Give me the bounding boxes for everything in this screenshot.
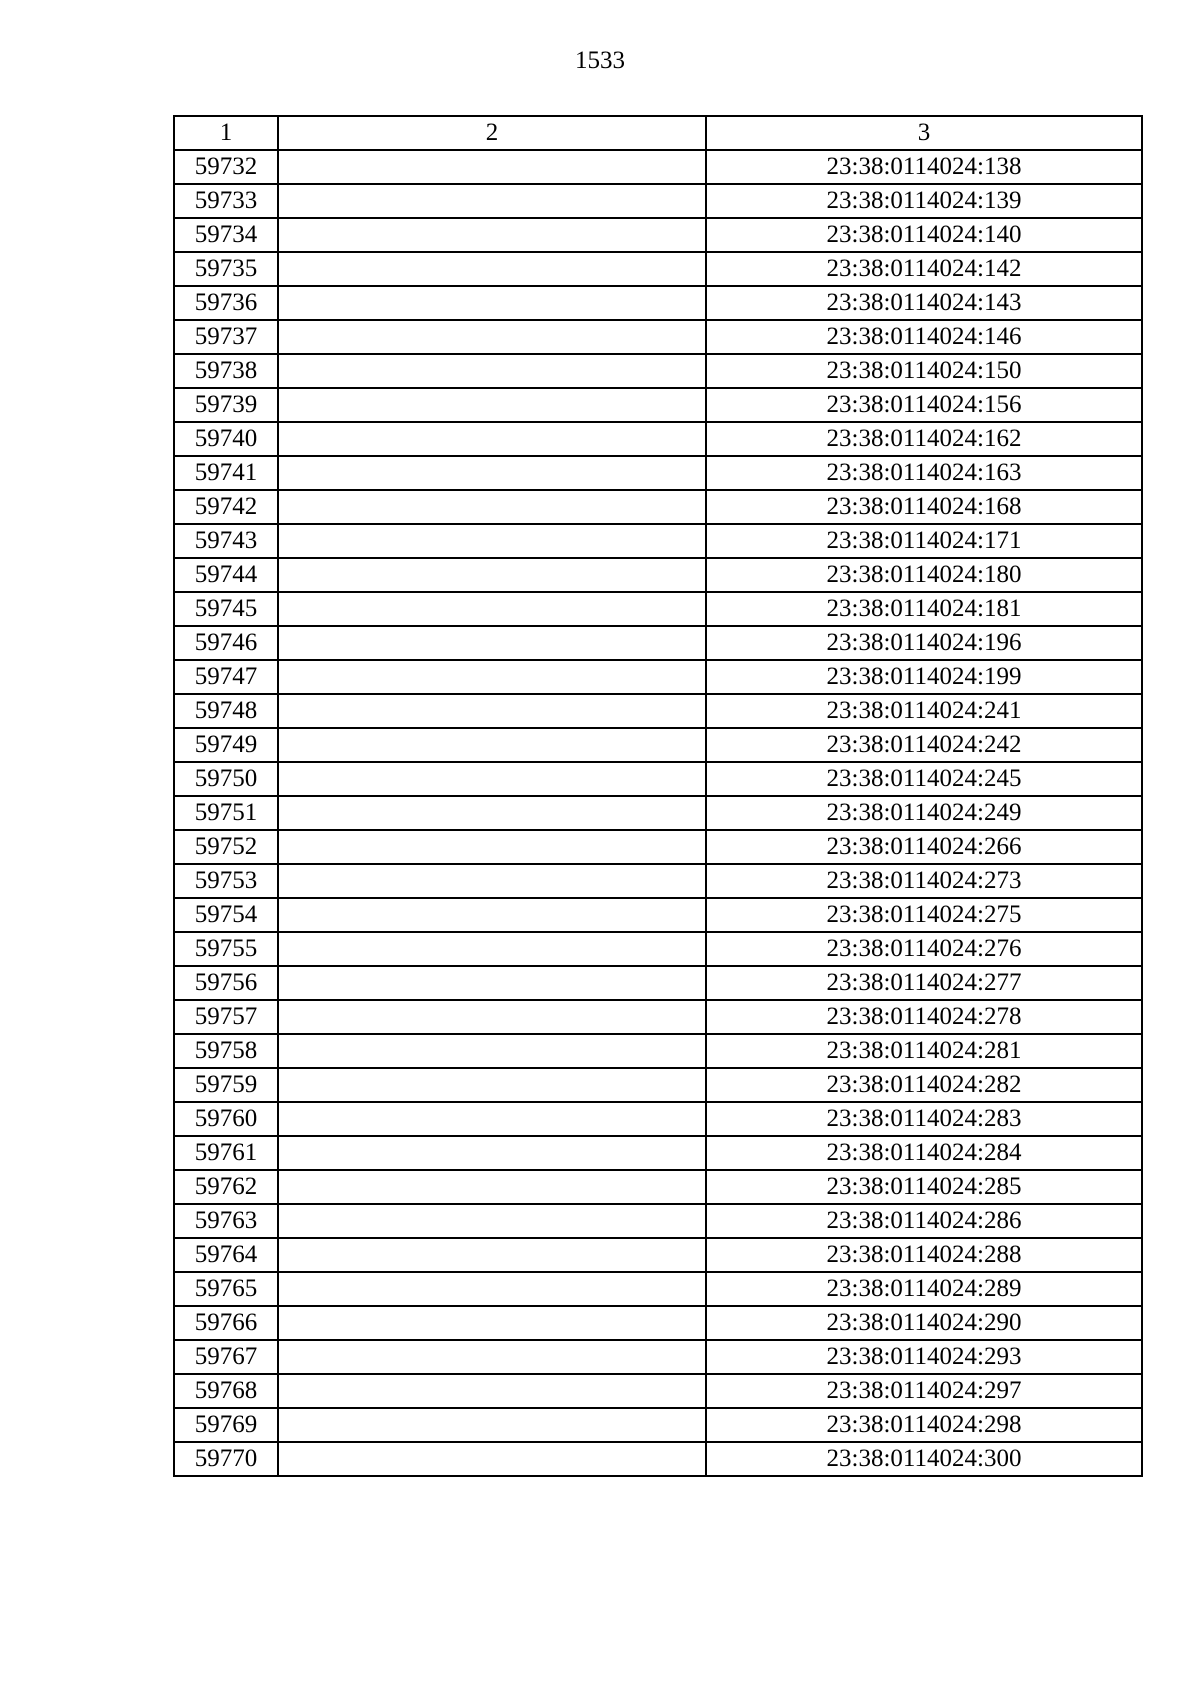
table-row	[174, 1408, 1142, 1442]
row-number-cell: 59733	[174, 184, 278, 218]
description-cell	[278, 1272, 706, 1306]
description-cell	[278, 1340, 706, 1374]
table-row	[174, 626, 1142, 660]
cadastral-number-cell: 23:38:0114024:297	[706, 1374, 1142, 1408]
table-row	[174, 252, 1142, 286]
row-number-cell: 59746	[174, 626, 278, 660]
cadastral-number-cell: 23:38:0114024:181	[706, 592, 1142, 626]
description-cell	[278, 320, 706, 354]
row-number-cell: 59734	[174, 218, 278, 252]
description-cell	[278, 354, 706, 388]
description-cell	[278, 218, 706, 252]
description-cell	[278, 422, 706, 456]
cadastral-number-cell: 23:38:0114024:163	[706, 456, 1142, 490]
column-header-3: 3	[706, 116, 1142, 150]
description-cell	[278, 490, 706, 524]
row-number-cell: 59766	[174, 1306, 278, 1340]
table-row	[174, 388, 1142, 422]
table-row	[174, 660, 1142, 694]
cadastral-number-cell: 23:38:0114024:276	[706, 932, 1142, 966]
cadastral-number-cell: 23:38:0114024:150	[706, 354, 1142, 388]
table-row	[174, 592, 1142, 626]
cadastral-number-cell: 23:38:0114024:199	[706, 660, 1142, 694]
row-number-cell: 59757	[174, 1000, 278, 1034]
row-number-cell: 59770	[174, 1442, 278, 1476]
cadastral-number-cell: 23:38:0114024:196	[706, 626, 1142, 660]
cadastral-number-cell: 23:38:0114024:273	[706, 864, 1142, 898]
row-number-cell: 59737	[174, 320, 278, 354]
table-row	[174, 796, 1142, 830]
row-number-cell: 59738	[174, 354, 278, 388]
description-cell	[278, 898, 706, 932]
column-header-2: 2	[278, 116, 706, 150]
cadastral-number-cell: 23:38:0114024:285	[706, 1170, 1142, 1204]
cadastral-number-cell: 23:38:0114024:266	[706, 830, 1142, 864]
cadastral-number-cell: 23:38:0114024:162	[706, 422, 1142, 456]
row-number-cell: 59767	[174, 1340, 278, 1374]
table-row	[174, 1238, 1142, 1272]
table-row	[174, 150, 1142, 184]
table-row	[174, 1034, 1142, 1068]
row-number-cell: 59761	[174, 1136, 278, 1170]
row-number-cell: 59743	[174, 524, 278, 558]
description-cell	[278, 864, 706, 898]
row-number-cell: 59756	[174, 966, 278, 1000]
table-row	[174, 1204, 1142, 1238]
table-row	[174, 184, 1142, 218]
row-number-cell: 59753	[174, 864, 278, 898]
cadastral-number-cell: 23:38:0114024:288	[706, 1238, 1142, 1272]
table-row	[174, 1000, 1142, 1034]
cadastral-number-cell: 23:38:0114024:283	[706, 1102, 1142, 1136]
cadastral-number-cell: 23:38:0114024:282	[706, 1068, 1142, 1102]
description-cell	[278, 1238, 706, 1272]
description-cell	[278, 1034, 706, 1068]
table-row	[174, 694, 1142, 728]
description-cell	[278, 660, 706, 694]
row-number-cell: 59736	[174, 286, 278, 320]
description-cell	[278, 456, 706, 490]
description-cell	[278, 1000, 706, 1034]
table-row	[174, 422, 1142, 456]
cadastral-number-cell: 23:38:0114024:286	[706, 1204, 1142, 1238]
table-row	[174, 1306, 1142, 1340]
cadastral-number-cell: 23:38:0114024:171	[706, 524, 1142, 558]
cadastral-number-cell: 23:38:0114024:138	[706, 150, 1142, 184]
row-number-cell: 59741	[174, 456, 278, 490]
row-number-cell: 59758	[174, 1034, 278, 1068]
cadastral-number-cell: 23:38:0114024:249	[706, 796, 1142, 830]
table-row	[174, 1374, 1142, 1408]
row-number-cell: 59750	[174, 762, 278, 796]
row-number-cell: 59760	[174, 1102, 278, 1136]
table-row	[174, 762, 1142, 796]
table-row	[174, 932, 1142, 966]
cadastral-number-cell: 23:38:0114024:278	[706, 1000, 1142, 1034]
row-number-cell: 59742	[174, 490, 278, 524]
description-cell	[278, 252, 706, 286]
description-cell	[278, 932, 706, 966]
description-cell	[278, 1306, 706, 1340]
table-body	[174, 150, 1142, 1476]
row-number-cell: 59755	[174, 932, 278, 966]
description-cell	[278, 1170, 706, 1204]
description-cell	[278, 694, 706, 728]
table-row	[174, 1068, 1142, 1102]
cadastral-number-cell: 23:38:0114024:284	[706, 1136, 1142, 1170]
table-row	[174, 864, 1142, 898]
description-cell	[278, 796, 706, 830]
cadastral-number-cell: 23:38:0114024:277	[706, 966, 1142, 1000]
cadastral-number-cell: 23:38:0114024:146	[706, 320, 1142, 354]
cadastral-number-cell: 23:38:0114024:168	[706, 490, 1142, 524]
row-number-cell: 59754	[174, 898, 278, 932]
description-cell	[278, 184, 706, 218]
table-row	[174, 1102, 1142, 1136]
description-cell	[278, 592, 706, 626]
row-number-cell: 59768	[174, 1374, 278, 1408]
table-row	[174, 490, 1142, 524]
row-number-cell: 59765	[174, 1272, 278, 1306]
column-header-1: 1	[174, 116, 278, 150]
table-row	[174, 1340, 1142, 1374]
row-number-cell: 59769	[174, 1408, 278, 1442]
table-row	[174, 456, 1142, 490]
table-row	[174, 898, 1142, 932]
table-row	[174, 1272, 1142, 1306]
table-row	[174, 1442, 1142, 1476]
row-number-cell: 59735	[174, 252, 278, 286]
row-number-cell: 59732	[174, 150, 278, 184]
table-row	[174, 286, 1142, 320]
description-cell	[278, 558, 706, 592]
row-number-cell: 59762	[174, 1170, 278, 1204]
description-cell	[278, 728, 706, 762]
description-cell	[278, 626, 706, 660]
row-number-cell: 59744	[174, 558, 278, 592]
description-cell	[278, 1442, 706, 1476]
description-cell	[278, 966, 706, 1000]
description-cell	[278, 762, 706, 796]
page-number: 1533	[575, 47, 625, 74]
cadastral-number-cell: 23:38:0114024:156	[706, 388, 1142, 422]
row-number-cell: 59740	[174, 422, 278, 456]
description-cell	[278, 1408, 706, 1442]
row-number-cell: 59739	[174, 388, 278, 422]
header-row	[174, 116, 1142, 150]
table-row	[174, 524, 1142, 558]
table-row	[174, 1136, 1142, 1170]
cadastral-number-cell: 23:38:0114024:143	[706, 286, 1142, 320]
cadastral-number-cell: 23:38:0114024:180	[706, 558, 1142, 592]
table-header	[174, 116, 1142, 150]
description-cell	[278, 1374, 706, 1408]
cadastral-number-cell: 23:38:0114024:241	[706, 694, 1142, 728]
table-row	[174, 320, 1142, 354]
cadastral-number-cell: 23:38:0114024:140	[706, 218, 1142, 252]
cadastral-number-cell: 23:38:0114024:139	[706, 184, 1142, 218]
description-cell	[278, 524, 706, 558]
description-cell	[278, 1068, 706, 1102]
cadastral-number-cell: 23:38:0114024:300	[706, 1442, 1142, 1476]
cadastral-number-cell: 23:38:0114024:245	[706, 762, 1142, 796]
description-cell	[278, 1204, 706, 1238]
table-row	[174, 966, 1142, 1000]
row-number-cell: 59759	[174, 1068, 278, 1102]
row-number-cell: 59763	[174, 1204, 278, 1238]
cadastral-number-cell: 23:38:0114024:298	[706, 1408, 1142, 1442]
table-row	[174, 558, 1142, 592]
description-cell	[278, 830, 706, 864]
description-cell	[278, 1102, 706, 1136]
description-cell	[278, 1136, 706, 1170]
cadastral-number-cell: 23:38:0114024:275	[706, 898, 1142, 932]
table-row	[174, 218, 1142, 252]
table-row	[174, 1170, 1142, 1204]
row-number-cell: 59749	[174, 728, 278, 762]
cadastral-number-cell: 23:38:0114024:290	[706, 1306, 1142, 1340]
description-cell	[278, 150, 706, 184]
row-number-cell: 59752	[174, 830, 278, 864]
description-cell	[278, 286, 706, 320]
description-cell	[278, 388, 706, 422]
table-row	[174, 830, 1142, 864]
cadastral-number-cell: 23:38:0114024:281	[706, 1034, 1142, 1068]
table-row	[174, 354, 1142, 388]
registry-table	[173, 115, 1143, 1477]
row-number-cell: 59745	[174, 592, 278, 626]
row-number-cell: 59747	[174, 660, 278, 694]
row-number-cell: 59764	[174, 1238, 278, 1272]
cadastral-number-cell: 23:38:0114024:293	[706, 1340, 1142, 1374]
cadastral-number-cell: 23:38:0114024:289	[706, 1272, 1142, 1306]
row-number-cell: 59748	[174, 694, 278, 728]
row-number-cell: 59751	[174, 796, 278, 830]
table-row	[174, 728, 1142, 762]
cadastral-number-cell: 23:38:0114024:142	[706, 252, 1142, 286]
cadastral-number-cell: 23:38:0114024:242	[706, 728, 1142, 762]
